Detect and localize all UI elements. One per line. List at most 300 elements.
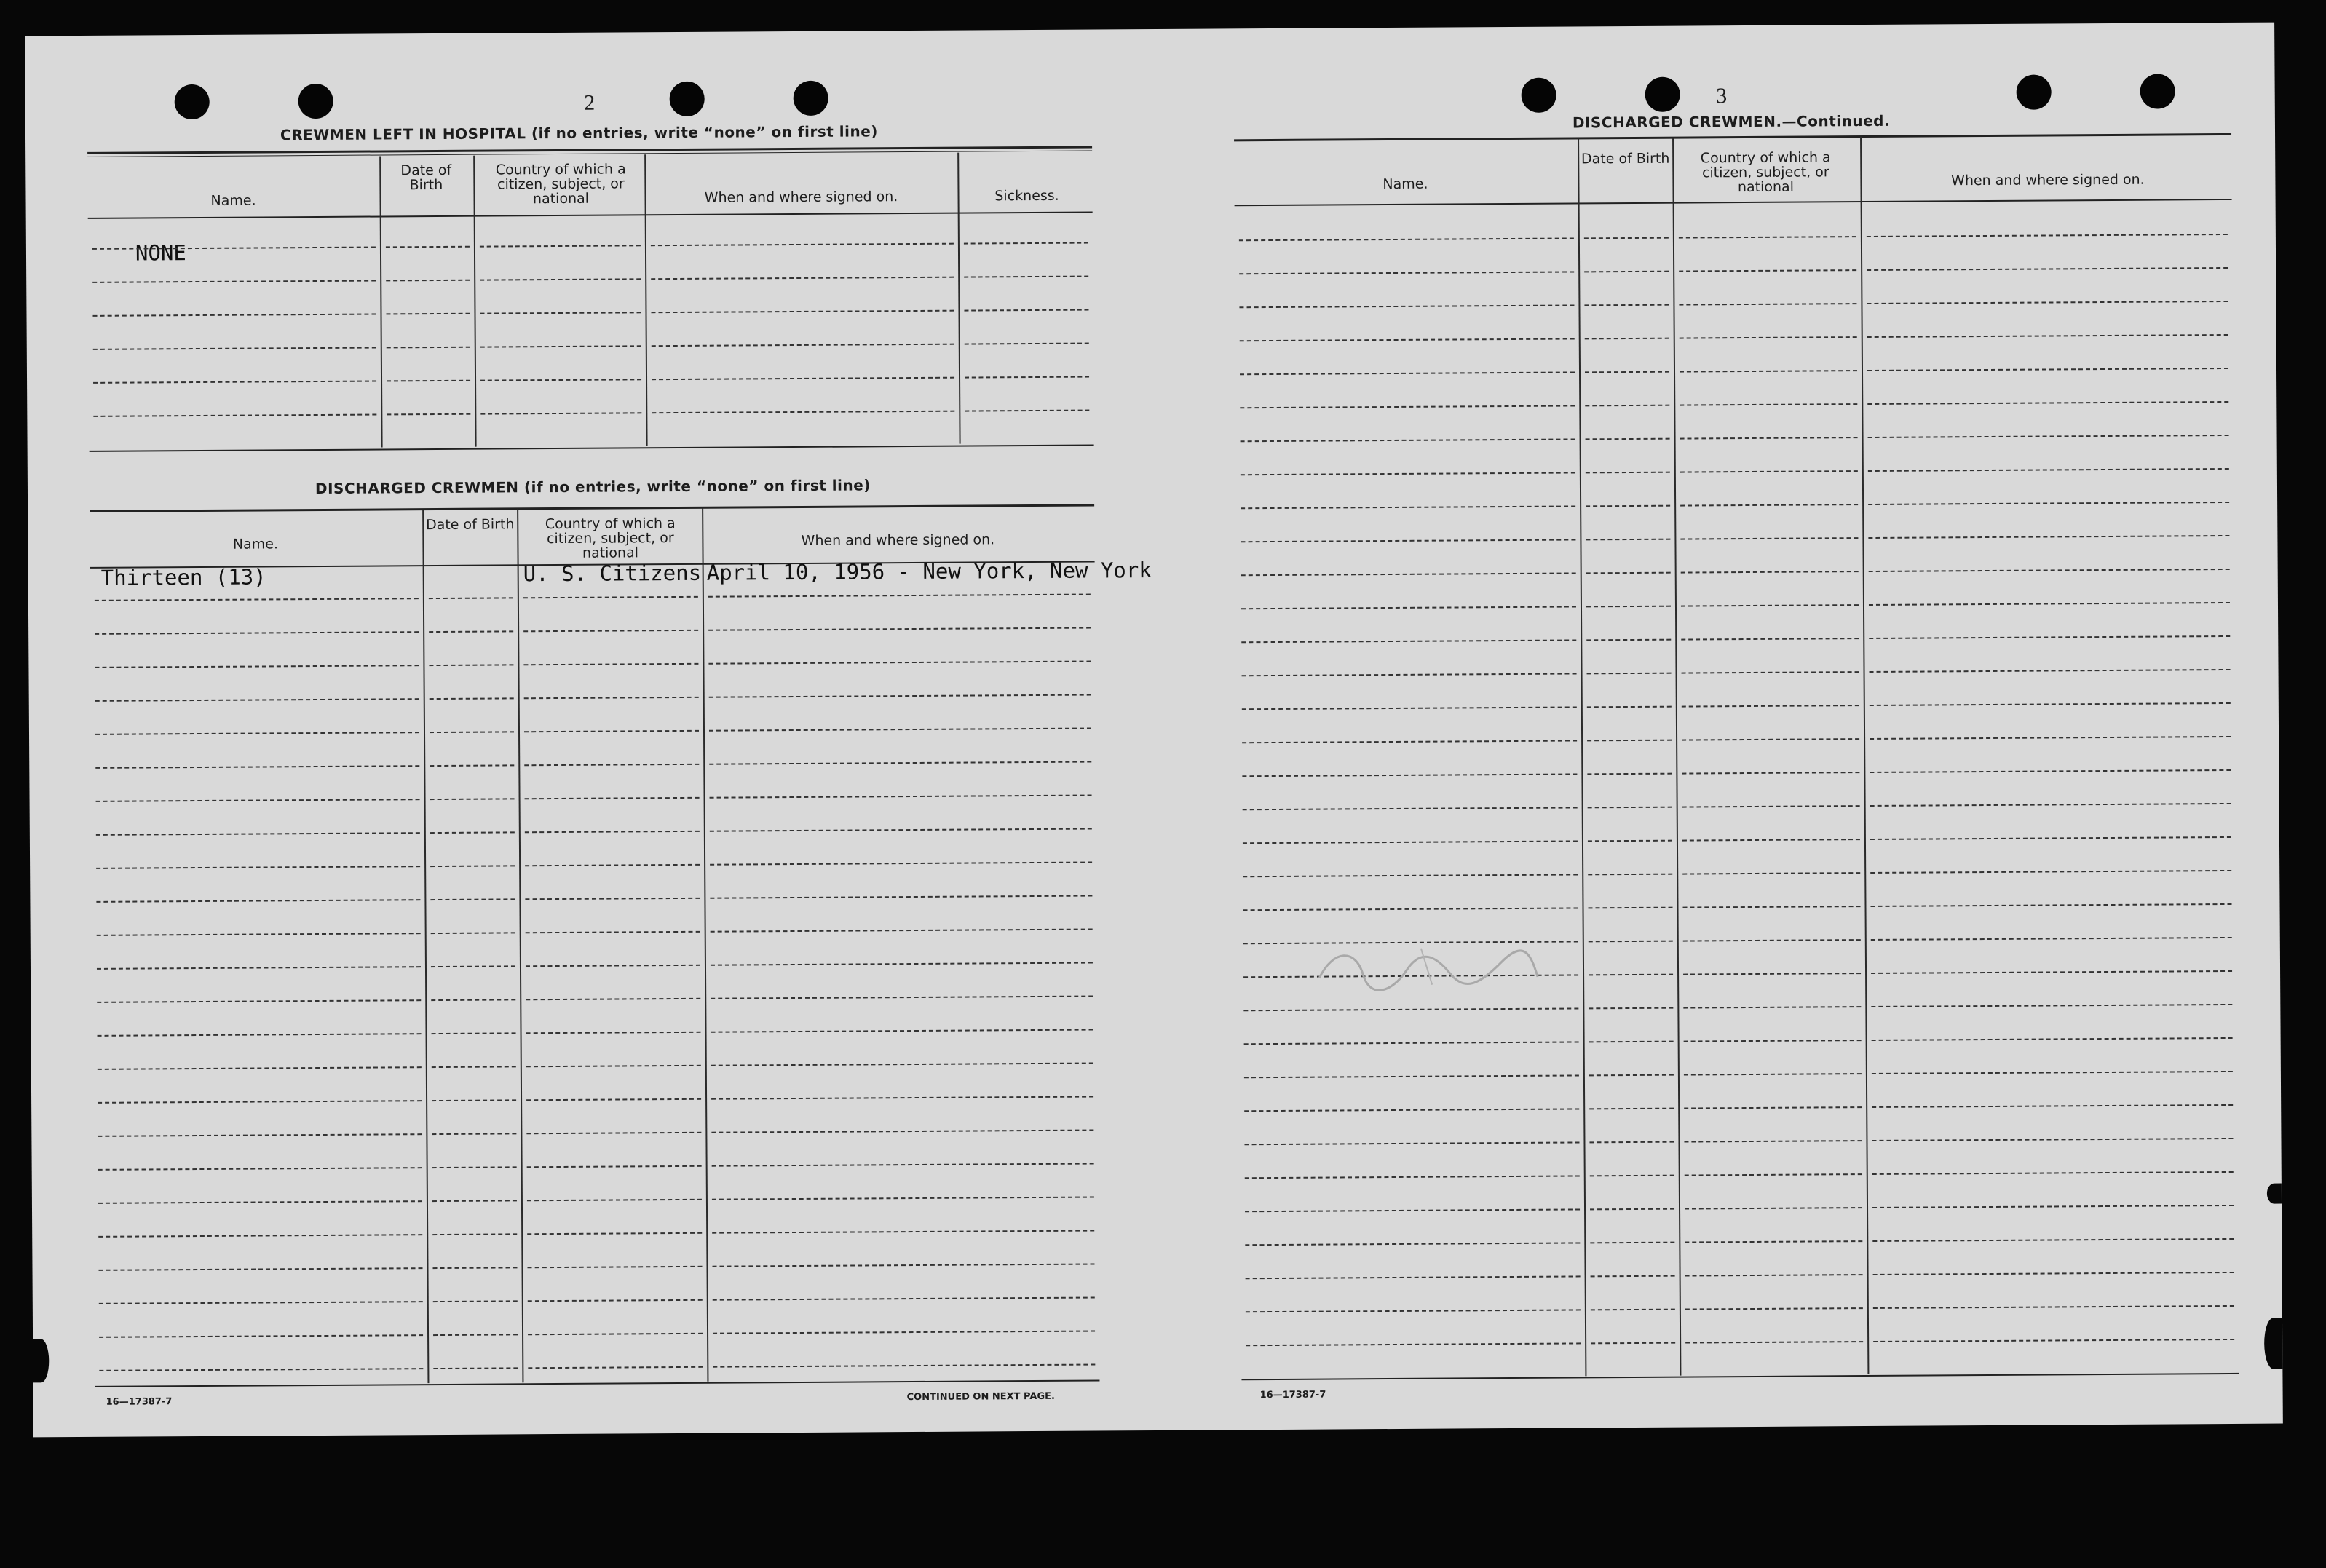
ruled-line	[712, 1197, 1094, 1200]
ruled-line	[430, 731, 514, 733]
discharged-continued-top-rule	[1234, 133, 2231, 141]
ruled-line	[1682, 906, 1860, 908]
ruled-line	[1243, 840, 1578, 844]
ruled-line	[432, 1066, 516, 1068]
ruled-line	[1240, 405, 1575, 408]
ruled-line	[1684, 1073, 1862, 1075]
ruled-line	[429, 630, 513, 633]
ruled-line	[95, 698, 419, 702]
ruled-line	[1241, 572, 1576, 576]
ruled-line	[480, 312, 641, 314]
ruled-line	[651, 243, 954, 247]
ruled-line	[386, 280, 470, 282]
right-divider	[1578, 138, 1586, 1376]
ruled-line	[1585, 371, 1669, 373]
discharged-divider	[517, 509, 523, 1382]
ruled-line	[1241, 639, 1576, 643]
ruled-line	[1681, 604, 1859, 606]
right-col-name: Name.	[1382, 175, 1428, 193]
ruled-line	[709, 728, 1091, 732]
ruled-line	[526, 1032, 701, 1034]
discharged-entry-name: Thirteen (13)	[100, 564, 266, 590]
ruled-line	[528, 1333, 703, 1335]
hospital-header-rule	[88, 212, 1093, 219]
ruled-line	[652, 377, 954, 381]
ruled-line	[1587, 773, 1672, 775]
ruled-line	[713, 1331, 1095, 1334]
ruled-line	[1242, 740, 1577, 743]
ruled-line	[430, 865, 515, 867]
ruled-line	[524, 764, 699, 766]
ruled-line	[526, 1065, 701, 1067]
ruled-line	[1584, 304, 1669, 306]
ruled-line	[711, 1029, 1093, 1033]
right-divider	[1860, 137, 1869, 1374]
ruled-line	[1873, 1305, 2234, 1309]
ruled-line	[525, 864, 700, 866]
ruled-line	[527, 1266, 702, 1268]
ruled-line	[431, 965, 515, 967]
discharged-entry-country: U. S. Citizens	[523, 560, 702, 587]
hospital-col-name: Name.	[210, 192, 256, 209]
ruled-line	[92, 280, 376, 283]
ruled-line	[1682, 705, 1859, 707]
right-header-rule	[1235, 199, 2232, 206]
ruled-line	[1241, 438, 1575, 442]
punch-hole	[670, 82, 705, 116]
ruled-line	[710, 862, 1092, 866]
ruled-line	[1870, 702, 2231, 706]
ruled-line	[387, 347, 470, 349]
discharged-col-signed: When and where signed on.	[801, 531, 995, 549]
ruled-line	[1683, 1006, 1861, 1008]
ruled-line	[387, 380, 470, 382]
ruled-line	[1872, 1071, 2233, 1074]
ruled-line	[96, 899, 420, 903]
hospital-divider	[473, 156, 476, 447]
ruled-line	[1680, 537, 1858, 539]
ruled-line	[1239, 237, 1574, 241]
ruled-line	[95, 665, 419, 668]
ruled-line	[1589, 1007, 1673, 1010]
ruled-line	[1868, 468, 2229, 472]
ruled-line	[964, 242, 1088, 245]
edge-clip-mark	[2264, 1318, 2282, 1369]
ruled-line	[708, 594, 1091, 598]
ruled-line	[1685, 1173, 1862, 1176]
ruled-line	[1587, 740, 1672, 742]
hospital-divider	[379, 156, 382, 447]
punch-hole	[298, 84, 333, 119]
ruled-line	[965, 376, 1089, 379]
ruled-line	[1243, 907, 1578, 911]
ruled-line	[964, 276, 1088, 278]
ruled-line	[98, 1133, 422, 1137]
ruled-line	[528, 1299, 703, 1302]
hospital-divider	[644, 154, 647, 446]
ruled-line	[1869, 569, 2230, 572]
ruled-line	[1586, 539, 1670, 541]
discharged-entry-signed-on: April 10, 1956 - New York, New York	[706, 558, 1152, 585]
ruled-line	[710, 795, 1092, 799]
ruled-line	[432, 1267, 517, 1269]
edge-clip-mark	[2267, 1184, 2282, 1204]
ruled-line	[1870, 669, 2231, 673]
ruled-line	[98, 1234, 422, 1238]
page-number: 2	[584, 90, 596, 115]
hospital-title-text: CREWMEN LEFT IN HOSPITAL	[280, 124, 526, 144]
discharged-col-dob: Date of Birth	[425, 516, 515, 534]
ruled-line	[1867, 234, 2228, 237]
ruled-line	[1243, 807, 1578, 810]
ruled-line	[1242, 673, 1577, 676]
ruled-line	[1586, 639, 1671, 641]
ruled-line	[1245, 1208, 1580, 1212]
ruled-line	[1685, 1240, 1862, 1243]
ruled-line	[527, 1165, 702, 1168]
ruled-line	[523, 596, 698, 598]
ruled-line	[1246, 1275, 1581, 1279]
ruled-line	[709, 694, 1091, 698]
ruled-line	[1870, 903, 2231, 907]
ruled-line	[1589, 907, 1673, 909]
ruled-line	[1246, 1342, 1581, 1346]
ruled-line	[1870, 736, 2231, 740]
ruled-line	[1683, 939, 1861, 941]
ruled-line	[1870, 836, 2231, 840]
punch-hole	[175, 84, 210, 119]
ruled-line	[92, 314, 376, 317]
ruled-line	[1680, 403, 1857, 405]
ruled-line	[432, 1200, 517, 1202]
ruled-line	[1241, 606, 1576, 609]
ruled-line	[1244, 1141, 1579, 1145]
ruled-line	[1681, 638, 1859, 640]
hospital-divider	[957, 153, 960, 444]
ruled-line	[1685, 1274, 1863, 1276]
ruled-line	[1240, 371, 1575, 375]
ruled-line	[1682, 671, 1859, 673]
ruled-line	[1591, 1309, 1675, 1311]
ruled-line	[480, 412, 641, 414]
ruled-line	[711, 929, 1093, 933]
ruled-line	[98, 1100, 422, 1104]
ruled-line	[1684, 1140, 1862, 1142]
hospital-col-dob: Date of Birth	[400, 162, 452, 194]
ruled-line	[1242, 773, 1577, 777]
ruled-line	[95, 631, 419, 635]
ruled-line	[95, 598, 419, 601]
continued-note: CONTINUED ON NEXT PAGE.	[906, 1390, 1055, 1403]
ruled-line	[1589, 1041, 1674, 1043]
ruled-line	[1241, 505, 1575, 509]
ruled-line	[99, 1301, 423, 1304]
ruled-line	[98, 1167, 422, 1171]
ruled-line	[1589, 1141, 1674, 1144]
ruled-line	[480, 245, 641, 247]
ruled-line	[1591, 1275, 1675, 1278]
ruled-line	[524, 697, 699, 699]
ruled-line	[93, 381, 376, 384]
right-ruled-lines	[1160, 23, 2274, 29]
ruled-line	[1590, 1208, 1674, 1211]
ruled-line	[1589, 974, 1673, 976]
ruled-line	[386, 313, 470, 315]
ruled-line	[98, 1200, 422, 1204]
ruled-line	[480, 379, 641, 381]
ruled-line	[964, 309, 1088, 312]
ruled-line	[1590, 1175, 1674, 1177]
hospital-bottom-rule	[90, 444, 1094, 451]
ruled-line	[1685, 1341, 1863, 1343]
ruled-line	[652, 411, 954, 414]
hospital-instruction: (if no entries, write “none” on first line)	[531, 122, 878, 143]
ruled-line	[1867, 401, 2228, 405]
ruled-line	[430, 831, 515, 834]
ruled-line	[710, 828, 1092, 832]
discharged-divider	[702, 508, 708, 1382]
ruled-line	[96, 799, 420, 802]
discharged-title-text: DISCHARGED CREWMEN	[315, 478, 519, 498]
ruled-line	[1869, 602, 2230, 606]
ruled-line	[1586, 606, 1671, 608]
ruled-line	[1873, 1339, 2234, 1342]
ruled-line	[1871, 1004, 2232, 1007]
ruled-line	[711, 1063, 1093, 1066]
ruled-line	[1680, 437, 1858, 439]
ruled-line	[430, 764, 514, 767]
ruled-line	[1244, 1074, 1579, 1078]
right-col-dob: Date of Birth	[1581, 150, 1670, 167]
ruled-line	[710, 895, 1092, 899]
ruled-line	[713, 1297, 1095, 1301]
ruled-line	[711, 962, 1093, 966]
bleed-through-signature	[1312, 933, 1546, 1000]
ruled-line	[523, 663, 698, 665]
ruled-line	[965, 410, 1089, 412]
ruled-line	[1585, 405, 1669, 407]
ruled-line	[1586, 572, 1671, 574]
edge-clip-mark	[33, 1339, 49, 1382]
punch-hole	[1522, 78, 1556, 113]
punch-hole	[2017, 74, 2052, 109]
ruled-line	[1245, 1242, 1580, 1246]
ruled-line	[1685, 1307, 1863, 1310]
ruled-line	[526, 965, 700, 967]
discharged-col-country: Country of which a citizen, subject, or national	[545, 515, 676, 561]
ruled-line	[526, 1132, 701, 1134]
ruled-line	[526, 1098, 701, 1101]
ruled-line	[527, 1199, 702, 1201]
ruled-line	[95, 765, 419, 769]
ruled-line	[1680, 370, 1857, 372]
ruled-line	[1870, 870, 2231, 874]
ruled-line	[1589, 1074, 1674, 1077]
ruled-line	[526, 998, 700, 1000]
form-number: 16—17387-7	[1259, 1389, 1326, 1401]
ruled-line	[98, 1066, 422, 1070]
ruled-line	[431, 932, 515, 934]
ruled-line	[429, 597, 513, 599]
ruled-line	[711, 1130, 1093, 1133]
ruled-line	[1584, 271, 1669, 273]
ruled-line	[713, 1364, 1095, 1368]
ruled-line	[524, 730, 699, 732]
ruled-line	[709, 761, 1091, 765]
discharged-section-title	[315, 476, 871, 497]
right-page	[1160, 23, 2283, 1430]
ruled-line	[1246, 1309, 1581, 1312]
ruled-line	[1872, 1205, 2234, 1208]
ruled-line	[386, 246, 470, 248]
ruled-line	[1584, 237, 1669, 239]
page-number: 3	[1716, 84, 1728, 108]
ruled-line	[432, 1099, 516, 1101]
ruled-line	[525, 797, 700, 799]
ruled-line	[1871, 937, 2232, 941]
ruled-line	[1685, 1207, 1862, 1209]
ruled-line	[1872, 1138, 2233, 1141]
ruled-line	[1242, 706, 1577, 710]
ruled-line	[96, 832, 420, 836]
ruled-line	[432, 1133, 516, 1135]
ruled-line	[1870, 803, 2231, 807]
ruled-line	[1588, 807, 1672, 809]
ruled-line	[1870, 769, 2231, 773]
ruled-line	[525, 898, 700, 900]
ruled-line	[526, 931, 700, 933]
ruled-line	[1868, 535, 2229, 539]
ruled-line	[1239, 304, 1574, 308]
ruled-line	[99, 1368, 423, 1371]
ruled-line	[1872, 1037, 2233, 1041]
ruled-line	[1867, 334, 2228, 338]
ruled-line	[1241, 472, 1575, 475]
left-page	[25, 29, 1169, 1437]
ruled-line	[1867, 267, 2228, 271]
ruled-line	[1241, 539, 1575, 542]
ruled-line	[429, 664, 513, 666]
ruled-line	[527, 1232, 702, 1235]
ruled-line	[965, 343, 1089, 345]
ruled-line	[523, 630, 698, 632]
ruled-line	[431, 999, 515, 1001]
ruled-line	[651, 277, 954, 280]
ruled-line	[97, 966, 421, 970]
ruled-line	[1679, 303, 1856, 305]
ruled-line	[1868, 502, 2229, 505]
ruled-line	[712, 1230, 1094, 1234]
ruled-line	[1871, 970, 2232, 974]
ruled-line	[1680, 470, 1858, 472]
punch-hole	[1645, 77, 1680, 112]
ruled-line	[99, 1267, 423, 1271]
ruled-line	[1589, 1108, 1674, 1110]
ruled-line	[525, 831, 700, 833]
ruled-line	[433, 1300, 518, 1302]
hospital-col-sickness: Sickness.	[994, 187, 1059, 205]
ruled-line	[93, 414, 376, 417]
ruled-line	[1586, 505, 1670, 507]
ruled-line	[432, 1032, 516, 1034]
ruled-line	[711, 996, 1093, 999]
ruled-line	[712, 1264, 1094, 1267]
ruled-line	[433, 1367, 518, 1369]
ruled-line	[1589, 941, 1673, 943]
ruled-line	[1683, 973, 1861, 975]
ruled-line	[480, 278, 641, 280]
ruled-line	[528, 1366, 703, 1369]
ruled-line	[1872, 1171, 2234, 1175]
ruled-line	[1680, 504, 1858, 506]
ruled-line	[432, 1166, 517, 1168]
discharged-col-name: Name.	[232, 536, 279, 553]
punch-hole	[2140, 74, 2175, 108]
ruled-line	[95, 732, 419, 735]
ruled-line	[651, 310, 954, 314]
discharged-top-rule	[90, 504, 1094, 512]
hospital-section-title	[280, 122, 878, 143]
form-number: 16—17387-7	[106, 1396, 173, 1408]
ruled-line	[1682, 772, 1859, 774]
ruled-line	[1684, 1040, 1862, 1042]
ruled-line	[430, 697, 514, 700]
discharged-ruled-lines	[25, 29, 1160, 36]
ruled-line	[1588, 874, 1672, 876]
ruled-line	[708, 661, 1091, 665]
ruled-line	[97, 999, 421, 1003]
ruled-line	[1585, 338, 1669, 340]
ruled-line	[1239, 271, 1574, 274]
ruled-line	[1586, 438, 1670, 440]
ruled-line	[1240, 338, 1575, 341]
ruled-line	[433, 1334, 518, 1336]
ruled-line	[387, 413, 470, 416]
hospital-entry-name: NONE	[135, 240, 186, 266]
ruled-line	[430, 798, 515, 800]
ruled-line	[1682, 738, 1859, 740]
ruled-line	[1867, 301, 2228, 304]
ruled-line	[1872, 1238, 2234, 1242]
hospital-ruled-lines	[25, 29, 1160, 36]
ruled-line	[1591, 1342, 1675, 1345]
ruled-line	[430, 898, 515, 900]
ruled-line	[1872, 1104, 2233, 1108]
ruled-line	[1587, 673, 1672, 675]
discharged-instruction: (if no entries, write “none” on first line)	[523, 476, 871, 496]
ruled-line	[97, 933, 421, 936]
ruled-line	[1684, 1106, 1862, 1109]
discharged-divider	[422, 510, 429, 1383]
right-divider	[1672, 138, 1681, 1376]
discharged-bottom-rule	[95, 1379, 1099, 1387]
manifest-sheet	[25, 23, 2283, 1438]
ruled-line	[1679, 236, 1856, 238]
hospital-col-signed: When and where signed on.	[704, 189, 898, 206]
ruled-line	[1682, 872, 1860, 874]
ruled-line	[1243, 1007, 1578, 1011]
hospital-col-country: Country of which a citizen, subject, or national	[495, 161, 626, 207]
ruled-line	[1867, 368, 2228, 371]
discharged-continued-title: DISCHARGED CREWMEN.—Continued.	[1572, 111, 1891, 132]
ruled-line	[712, 1163, 1094, 1167]
ruled-line	[1586, 472, 1670, 474]
ruled-line	[652, 344, 954, 347]
ruled-line	[98, 1033, 422, 1037]
ruled-line	[96, 866, 420, 869]
ruled-line	[432, 1233, 517, 1235]
ruled-line	[1588, 840, 1672, 842]
